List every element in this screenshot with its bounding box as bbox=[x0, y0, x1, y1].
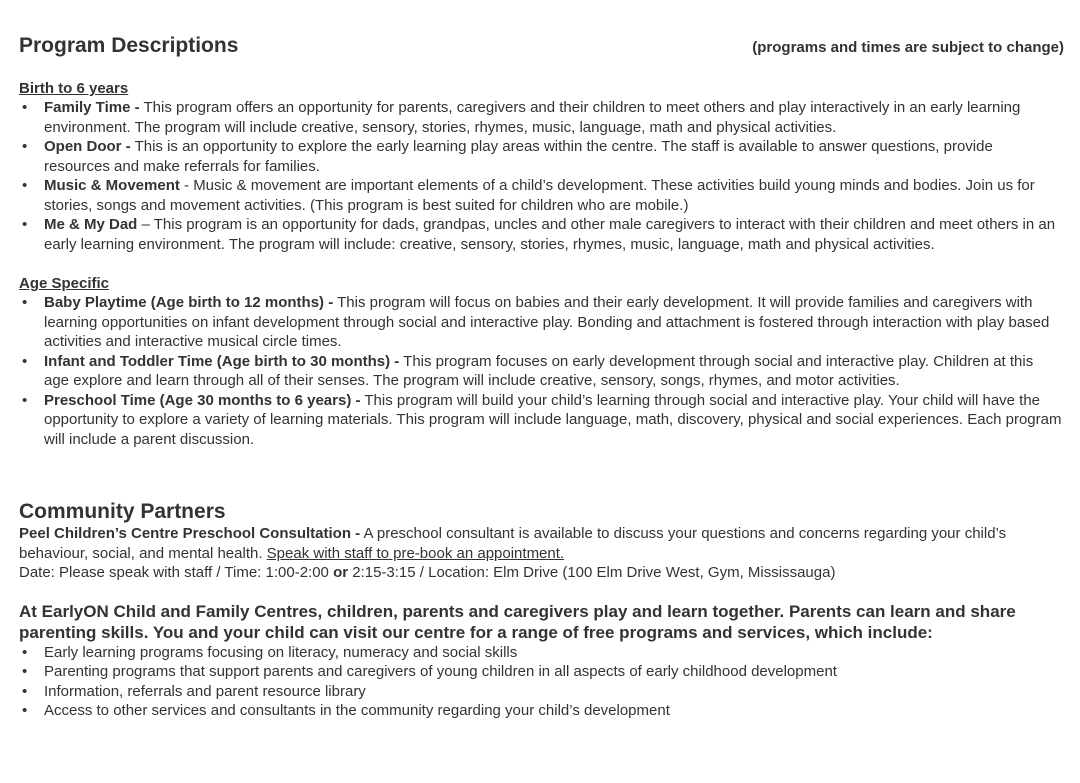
document-page bbox=[19, 34, 1062, 721]
schedule-text-part-1: Date: Please speak with staff / Time: 1:00-2:00 bbox=[19, 564, 334, 581]
header-row bbox=[19, 34, 1062, 62]
prebook-link[interactable]: Speak with staff to pre-book an appointment. bbox=[266, 544, 565, 562]
service-text: Information, referrals and parent resource library bbox=[44, 682, 366, 700]
program-description: This is an opportunity to explore the early learning play areas within the centre. The staff is available to answer questions, provide resources and make referrals for families. bbox=[44, 138, 993, 175]
list-item bbox=[19, 98, 1062, 137]
consultation-schedule bbox=[19, 563, 1062, 583]
bullet-icon: • bbox=[22, 682, 28, 700]
list-item bbox=[19, 293, 1062, 352]
birth-program-list bbox=[19, 98, 1062, 254]
list-item bbox=[19, 137, 1062, 176]
community-partners-title: Community Partners bbox=[19, 500, 226, 523]
bullet-icon: • bbox=[22, 177, 28, 194]
service-text: Parenting programs that support parents and caregivers of young children in all aspects of early childhood development bbox=[44, 663, 837, 680]
program-name: Infant and Toddler Time (Age birth to 30 months) - bbox=[44, 352, 400, 370]
program-name: Baby Playtime (Age birth to 12 months) - bbox=[44, 294, 334, 311]
bullet-icon: • bbox=[22, 294, 28, 311]
program-description: This program focuses on early development through social and interactive play. Children at this age explore and learn through all of their senses. The program will include creative, sensory, songs, rhymes, and motor activities. bbox=[44, 352, 1034, 389]
consultation-name: Peel Children’s Centre Preschool Consultation - bbox=[19, 525, 361, 542]
service-text: Access to other services and consultants in the community regarding your child’s development bbox=[44, 702, 670, 719]
list-item bbox=[19, 701, 1062, 721]
bullet-icon: • bbox=[22, 391, 28, 409]
list-item bbox=[19, 662, 1062, 682]
bullet-icon: • bbox=[22, 352, 28, 370]
program-description: This program will build your child’s learning through social and interactive play. Your child will have the opportunity to explore a variety of learning materials. This program will include language, math, discovery, physical and social experiences. Each program will include a parent discussion. bbox=[44, 391, 1062, 448]
schedule-or: or bbox=[333, 564, 349, 581]
program-name: Open Door - bbox=[44, 138, 131, 155]
bullet-icon: • bbox=[22, 138, 28, 155]
service-text: Early learning programs focusing on literacy, numeracy and social skills bbox=[44, 643, 518, 661]
program-description: - Music & movement are important elements of a child’s development. These activities build young minds and bodies. Join us for stories, songs and movement activities. (This program is best suited for children who are mobile.) bbox=[44, 177, 1035, 214]
program-name: Me & My Dad bbox=[44, 216, 138, 233]
list-item bbox=[19, 215, 1062, 254]
consultation-description: A preschool consultant is available to discuss your questions and concerns regarding your child’s behaviour, social, and mental health. bbox=[19, 525, 1007, 562]
consultation-paragraph bbox=[19, 524, 1062, 563]
program-description: – This program is an opportunity for dads, grandpas, uncles and other male caregivers to interact with their children and meet others in an early learning environment. The program will include: creative, sensory, stories, rhymes, music, language, math and physical activities. bbox=[44, 216, 1056, 253]
age-program-list bbox=[19, 293, 1062, 449]
bullet-icon: • bbox=[22, 702, 28, 719]
bullet-icon: • bbox=[22, 663, 28, 680]
section-label-birth: Birth to 6 years bbox=[19, 80, 129, 97]
bullet-icon: • bbox=[22, 99, 28, 116]
bullet-icon: • bbox=[22, 216, 28, 233]
program-name: Preschool Time (Age 30 months to 6 years) - bbox=[44, 391, 361, 409]
program-description: This program will focus on babies and their early development. It will provide families and caregivers with learning opportunities on infant development through social and interactive play. Bonding and attachment is fostered through interaction with play based activities and interactive musical circle times. bbox=[44, 294, 1050, 350]
page-title: Program Descriptions bbox=[19, 34, 239, 57]
program-name: Family Time - bbox=[44, 99, 140, 116]
section-label-age-specific: Age Specific bbox=[19, 275, 110, 292]
program-name: Music & Movement bbox=[44, 177, 180, 194]
bullet-icon: • bbox=[22, 643, 28, 661]
schedule-text-part-2: 2:15-3:15 / Location: Elm Drive (100 Elm Drive West, Gym, Mississauga) bbox=[348, 564, 836, 581]
list-item bbox=[19, 682, 1062, 702]
list-item bbox=[19, 176, 1062, 215]
list-item bbox=[19, 391, 1062, 450]
list-item bbox=[19, 643, 1062, 663]
services-list bbox=[19, 643, 1062, 721]
earlyon-intro: At EarlyON Child and Family Centres, children, parents and caregivers play and learn together. Parents can learn and share parenting skills. You and your child can visit our centre for a range of free programs and services, which include: bbox=[19, 601, 1016, 642]
schedule-note: (programs and times are subject to change) bbox=[752, 39, 1064, 56]
list-item bbox=[19, 352, 1062, 391]
program-description: This program offers an opportunity for parents, caregivers and their children to meet others and play interactively in an early learning environment. The program will include creative, sensory, stories, rhymes, music, language, math and physical activities. bbox=[44, 99, 1021, 136]
